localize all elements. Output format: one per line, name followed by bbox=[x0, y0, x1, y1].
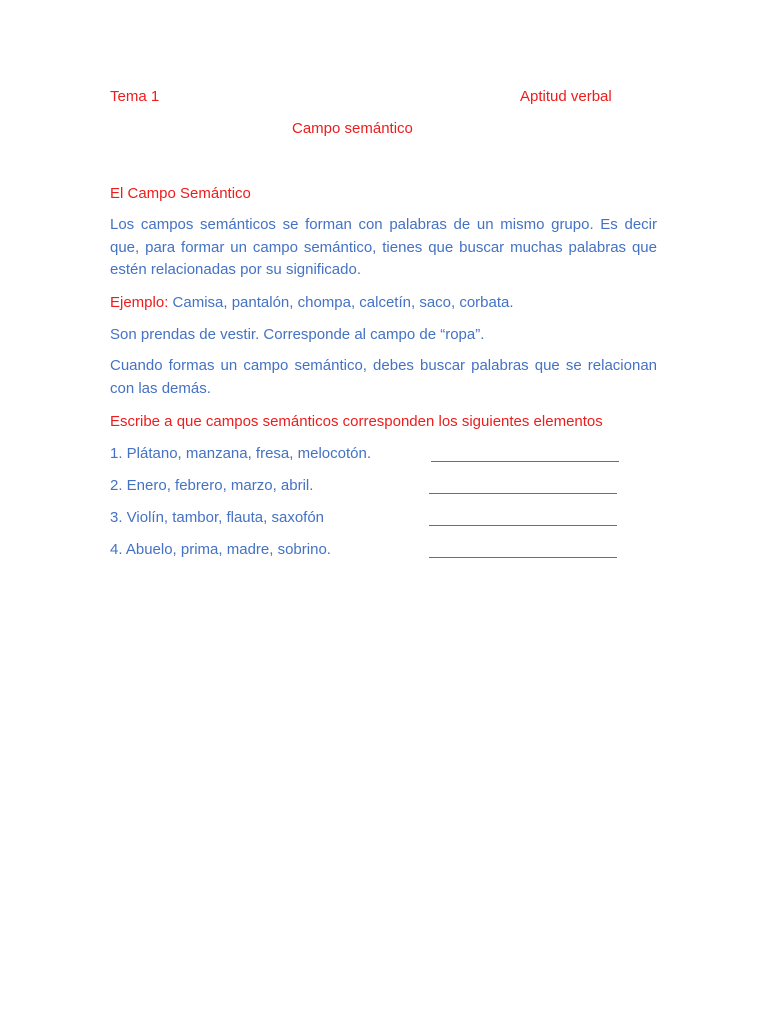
exercise-item: 1. Plátano, manzana, fresa, melocotón. bbox=[110, 445, 371, 462]
answer-blank[interactable] bbox=[429, 557, 617, 558]
page-title: Campo semántico bbox=[292, 120, 413, 137]
answer-blank[interactable] bbox=[429, 525, 617, 526]
tip-paragraph: Cuando formas un campo semántico, debes buscar palabras que se relacionan con las demás. bbox=[110, 357, 657, 397]
exercise-instruction: Escribe a que campos semánticos corresponden los siguientes elementos bbox=[110, 413, 603, 430]
exercise-item: 3. Violín, tambor, flauta, saxofón bbox=[110, 509, 325, 526]
answer-blank[interactable] bbox=[429, 493, 617, 494]
section-heading: El Campo Semántico bbox=[110, 185, 251, 202]
subject-label: Aptitud verbal bbox=[520, 88, 612, 105]
exercise-item: 4. Abuelo, prima, madre, sobrino. bbox=[110, 541, 331, 558]
exercise-item: 2. Enero, febrero, marzo, abril. bbox=[110, 477, 314, 494]
answer-blank[interactable] bbox=[431, 461, 619, 462]
example-label: Ejemplo: bbox=[110, 294, 169, 311]
example-line bbox=[110, 293, 514, 313]
topic-label: Tema 1 bbox=[110, 88, 160, 105]
intro-paragraph: Los campos semánticos se forman con palabras de un mismo grupo. Es decir que, para formar un campo semántico, tienes que buscar muchas palabras que estén relacionadas por su significado. bbox=[110, 216, 657, 278]
explanation-text: Son prendas de vestir. Corresponde al campo de “ropa”. bbox=[110, 326, 485, 343]
example-text: Camisa, pantalón, chompa, calcetín, saco, corbata. bbox=[168, 294, 514, 311]
